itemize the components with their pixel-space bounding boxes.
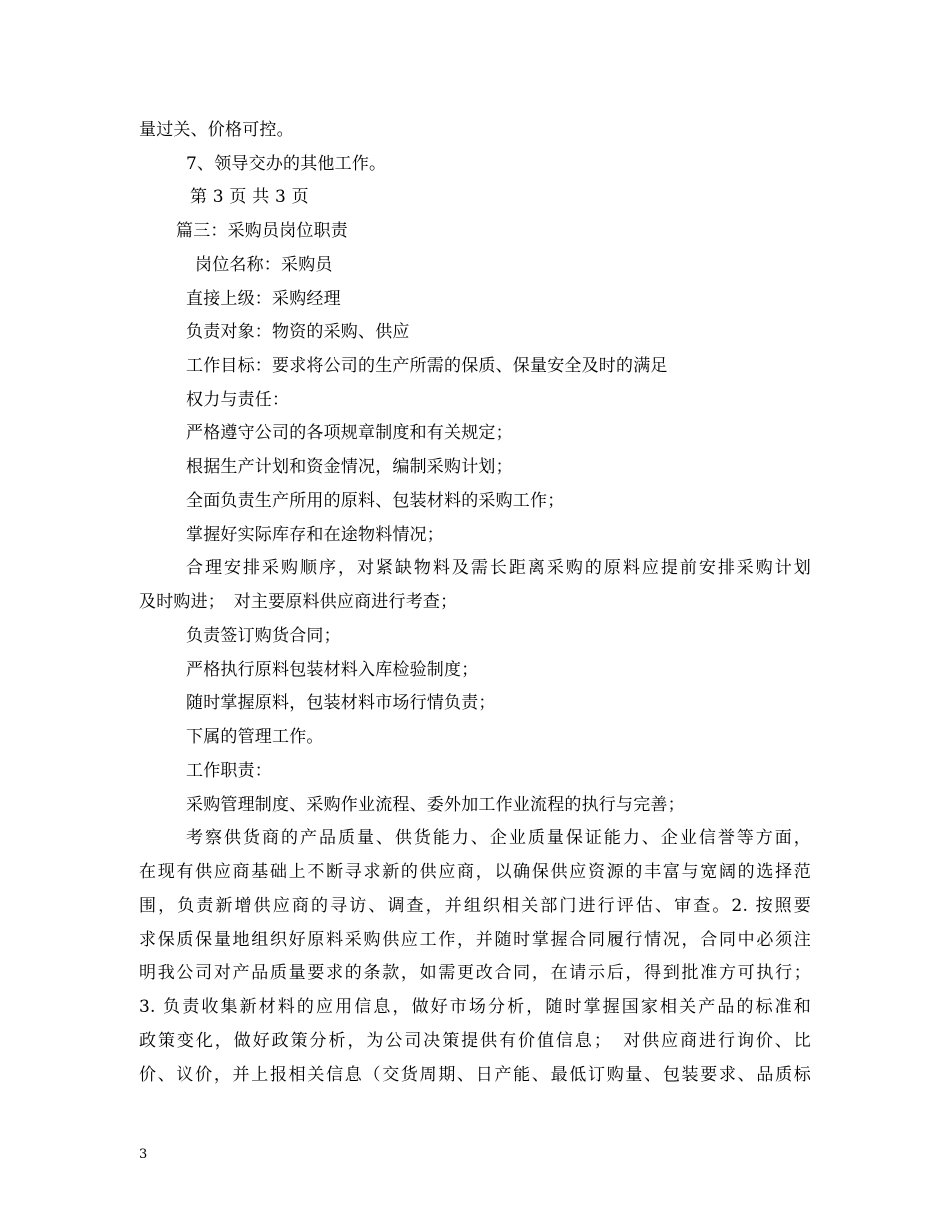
text-line: 合理安排采购顺序，对紧缺物料及需长距离采购的原料应提前安排采购计划	[186, 558, 811, 578]
text-line: 工作目标：要求将公司的生产所需的保质、保量安全及时的满足	[186, 356, 668, 376]
section-heading: 篇三：采购员岗位职责	[176, 221, 348, 241]
text-line: 岗位名称：采购员	[195, 255, 333, 275]
text-line: 采购管理制度、采购作业流程、委外加工作业流程的执行与完善；	[186, 795, 685, 815]
page-number: 3	[139, 1147, 148, 1162]
text-line: 负责对象：物资的采购、供应	[186, 322, 410, 342]
text-line: 工作职责：	[186, 761, 272, 781]
text-line: 在现有供应商基础上不断寻求新的供应商，以确保供应资源的丰富与宽阔的选择范	[139, 862, 811, 882]
text-line: 求保质保量地组织好原料采购供应工作，并随时掌握合同履行情况，合同中必须注	[139, 930, 811, 950]
text-line: 围，负责新增供应商的寻访、调查，并组织相关部门进行评估、审查。2. 按照要	[139, 896, 811, 916]
text-line: 随时掌握原料，包装材料市场行情负责；	[186, 693, 496, 713]
text-line: 负责签订购货合同；	[186, 626, 341, 646]
text-line: 权力与责任：	[186, 390, 290, 410]
text-line: 明我公司对产品质量要求的条款，如需更改合同，在请示后，得到批准方可执行；	[139, 963, 811, 983]
text-line: 严格执行原料包装材料入库检验制度；	[186, 660, 479, 680]
text-line: 掌握好实际库存和在途物料情况；	[186, 525, 444, 545]
text-line: 量过关、价格可控。	[139, 120, 294, 140]
text-line: 下属的管理工作。	[186, 727, 324, 747]
text-line: 全面负责生产所用的原料、包装材料的采购工作；	[186, 491, 565, 511]
text-line: 及时购进； 对主要原料供应商进行考查；	[139, 592, 458, 612]
text-line: 直接上级：采购经理	[186, 289, 341, 309]
text-line: 严格遵守公司的各项规章制度和有关规定；	[186, 423, 513, 443]
text-line: 考察供货商的产品质量、供货能力、企业质量保证能力、企业信誉等方面，	[186, 828, 811, 848]
text-line: 根据生产计划和资金情况，编制采购计划；	[186, 457, 513, 477]
page-count-line: 第 3 页 共 3 页	[190, 187, 309, 207]
text-line: 政策变化，做好政策分析，为公司决策提供有价值信息； 对供应商进行询价、比	[139, 1031, 811, 1051]
text-line: 价、议价，并上报相关信息（交货周期、日产能、最低订购量、包装要求、品质标	[139, 1065, 811, 1085]
text-line: 7、领导交办的其他工作。	[186, 154, 387, 174]
text-line: 3. 负责收集新材料的应用信息，做好市场分析，随时掌握国家相关产品的标准和	[139, 997, 811, 1017]
